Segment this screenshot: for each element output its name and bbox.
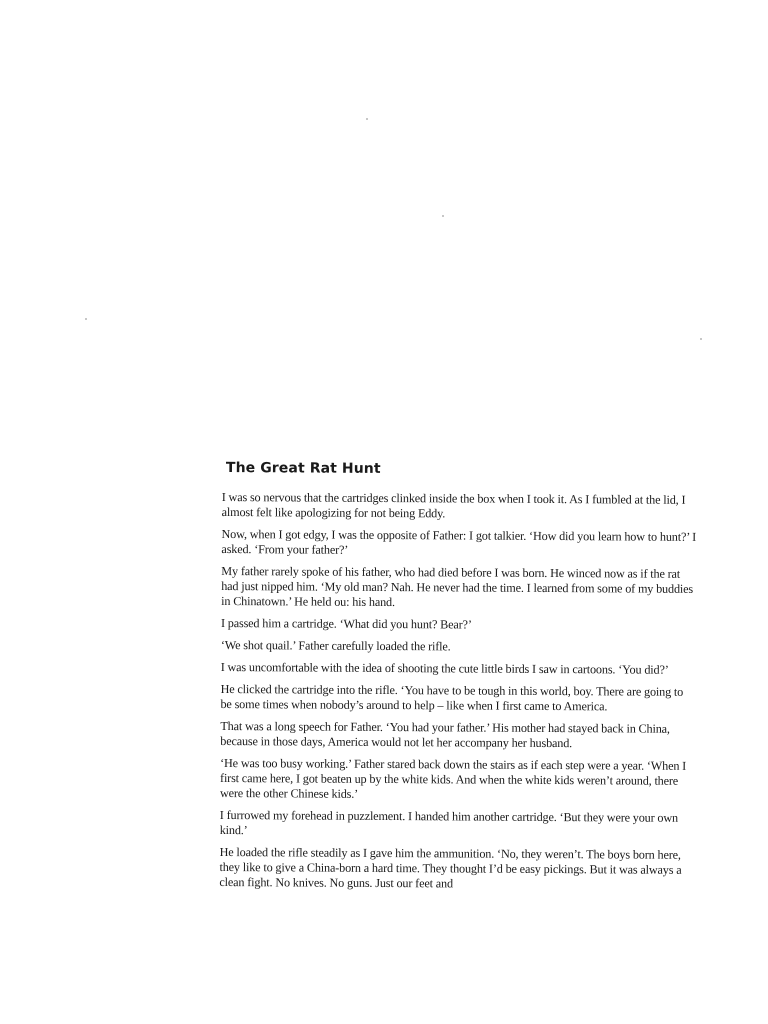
- story-paragraph: My father rarely spoke of his father, who had died before I was born. He winced now as if the rat had just nipped him. ‘My old man? Nah. He never had the time. I learned from some of my buddies in Chinatown.’ He held ou: his hand.: [221, 563, 694, 610]
- scan-speck: [85, 318, 87, 320]
- scan-speck: [700, 338, 702, 340]
- story-paragraph: I furrowed my forehead in puzzlement. I handed him another cartridge. ‘But they were your own kind.’: [219, 807, 679, 838]
- story-paragraph: I passed him a cartridge. ‘What did you hunt? Bear?’: [220, 615, 472, 632]
- story-paragraph: ‘He was too busy working.’ Father stared back down the stairs as if each step were a year. ‘When I first came here, I got beaten up by the white kids. And when the white kids weren’t around, there were the other Chinese kids.’: [219, 755, 687, 801]
- story-paragraph: ‘We shot quail.’ Father carefully loaded the rifle.: [220, 637, 451, 654]
- story-excerpt: [219, 460, 698, 900]
- scan-speck: [442, 215, 444, 217]
- story-paragraph: That was a long speech for Father. ‘You had your father.’ His mother had stayed back in China, because in those days, America would not let her accompany her husband.: [220, 718, 670, 751]
- story-title: The Great Rat Hunt: [225, 460, 381, 477]
- story-paragraph: I was uncomfortable with the idea of shooting the cute little birds I saw in cartoons. ‘You did?’: [220, 659, 669, 677]
- story-paragraph: He loaded the rifle steadily as I gave him the ammunition. ‘No, they weren’t. The boys born here, they like to give a China-born a hard time. They thought I’d be easy pickings. But it was always a clean fight. No knives. No guns. Just our feet and: [219, 844, 682, 891]
- story-paragraph: He clicked the cartridge into the rifle. ‘You have to be tough in this world, boy. There are going to be some times when nobody’s around to help – like when I first came to America.: [220, 681, 684, 714]
- story-paragraph: I was so nervous that the cartridges clinked inside the box when I took it. As I fumbled at the lid, I almost felt like apologizing for not being Eddy.: [221, 489, 686, 521]
- story-paragraph: Now, when I got edgy, I was the opposite of Father: I got talkier. ‘How did you learn how to hunt?’ I asked. ‘From your father?’: [221, 526, 697, 557]
- scan-speck: [366, 118, 368, 120]
